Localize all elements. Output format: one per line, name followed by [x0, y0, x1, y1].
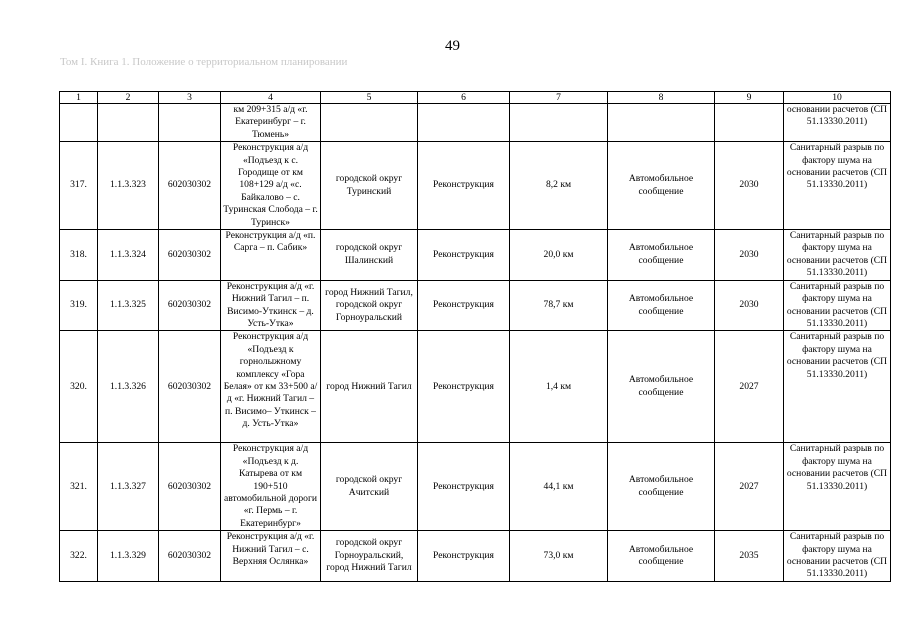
cell-code: 1.1.3.326 — [98, 331, 159, 443]
cell-length: 78,7 км — [510, 280, 608, 331]
cell-type: Реконструкция — [418, 280, 510, 331]
cell-oktmo: 602030302 — [159, 230, 221, 281]
cell-length: 44,1 км — [510, 443, 608, 531]
table-row — [60, 331, 891, 443]
cell-zone: Санитарный разрыв по фактору шума на основании расчетов (СП 51.13330.2011) — [784, 331, 891, 443]
cell-purpose: Автомобильное сообщение — [608, 142, 715, 230]
cell-empty — [98, 104, 159, 142]
cell-num: 321. — [60, 443, 98, 531]
cell-num: 318. — [60, 230, 98, 281]
cell-purpose: Автомобильное сообщение — [608, 331, 715, 443]
cell-code: 1.1.3.325 — [98, 280, 159, 331]
column-header: 6 — [418, 92, 510, 104]
cell-empty — [418, 104, 510, 142]
cell-num: 320. — [60, 331, 98, 443]
column-header: 5 — [321, 92, 418, 104]
cell-zone: Санитарный разрыв по фактору шума на основании расчетов (СП 51.13330.2011) — [784, 142, 891, 230]
cell-num: 317. — [60, 142, 98, 230]
cell-code: 1.1.3.329 — [98, 531, 159, 582]
cell-year: 2030 — [715, 280, 784, 331]
cell-num: 319. — [60, 280, 98, 331]
cell-type: Реконструкция — [418, 331, 510, 443]
cell-location: городской округ Шалинский — [321, 230, 418, 281]
cell-code: 1.1.3.327 — [98, 443, 159, 531]
cell-length: 20,0 км — [510, 230, 608, 281]
cell-oktmo: 602030302 — [159, 443, 221, 531]
cell-type: Реконструкция — [418, 531, 510, 582]
column-header: 8 — [608, 92, 715, 104]
cell-oktmo: 602030302 — [159, 331, 221, 443]
cell-location: городской округ Ачитский — [321, 443, 418, 531]
cell-oktmo: 602030302 — [159, 280, 221, 331]
cell-empty — [159, 104, 221, 142]
table-row-continuation — [60, 104, 891, 142]
cell-oktmo: 602030302 — [159, 142, 221, 230]
table-row — [60, 142, 891, 230]
cell-code: 1.1.3.324 — [98, 230, 159, 281]
cell-empty — [321, 104, 418, 142]
cell-object: Реконструкция а/д «г. Нижний Тагил – с. Верхняя Ослянка» — [221, 531, 321, 582]
cell-object: Реконструкция а/д «г. Нижний Тагил – п. Висимо-Уткинск – д. Усть-Утка» — [221, 280, 321, 331]
cell-object: Реконструкция а/д «Подъезд к д. Катырева от км 190+510 автомобильной дороги «г. Пермь – г. Екатеринбург» — [221, 443, 321, 531]
cell-length: 8,2 км — [510, 142, 608, 230]
cell-code: 1.1.3.323 — [98, 142, 159, 230]
cell-object: Реконструкция а/д «Подъезд к горнолыжному комплексу «Гора Белая» от км 33+500 а/д «г. Нижний Тагил – п. Висимо– Уткинск – д. Усть-Утка» — [221, 331, 321, 443]
cell-type: Реконструкция — [418, 443, 510, 531]
column-header: 9 — [715, 92, 784, 104]
cell-num: 322. — [60, 531, 98, 582]
cell-zone: Санитарный разрыв по фактору шума на основании расчетов (СП 51.13330.2011) — [784, 443, 891, 531]
cell-zone: основании расчетов (СП 51.13330.2011) — [784, 104, 891, 142]
table-row — [60, 531, 891, 582]
cell-type: Реконструкция — [418, 230, 510, 281]
column-header: 3 — [159, 92, 221, 104]
column-header: 7 — [510, 92, 608, 104]
cell-location: город Нижний Тагил — [321, 331, 418, 443]
cell-empty — [510, 104, 608, 142]
table-row — [60, 230, 891, 281]
column-header: 10 — [784, 92, 891, 104]
cell-empty — [715, 104, 784, 142]
header-row — [60, 92, 891, 104]
cell-object: Реконструкция а/д «п. Сарга – п. Сабик» — [221, 230, 321, 281]
cell-purpose: Автомобильное сообщение — [608, 280, 715, 331]
column-header: 1 — [60, 92, 98, 104]
cell-zone: Санитарный разрыв по фактору шума на основании расчетов (СП 51.13330.2011) — [784, 230, 891, 281]
cell-length: 73,0 км — [510, 531, 608, 582]
cell-object: км 209+315 а/д «г. Екатеринбург – г. Тюмень» — [221, 104, 321, 142]
objects-table — [59, 91, 891, 582]
cell-year: 2030 — [715, 142, 784, 230]
running-header: Том I. Книга 1. Положение о территориальном планировании — [60, 56, 348, 68]
cell-purpose: Автомобильное сообщение — [608, 531, 715, 582]
cell-year: 2027 — [715, 331, 784, 443]
cell-year: 2035 — [715, 531, 784, 582]
cell-location: город Нижний Тагил, городской округ Горноуральский — [321, 280, 418, 331]
table-row — [60, 280, 891, 331]
column-header: 2 — [98, 92, 159, 104]
cell-empty — [60, 104, 98, 142]
column-header: 4 — [221, 92, 321, 104]
cell-zone: Санитарный разрыв по фактору шума на основании расчетов (СП 51.13330.2011) — [784, 531, 891, 582]
cell-length: 1,4 км — [510, 331, 608, 443]
cell-year: 2027 — [715, 443, 784, 531]
cell-oktmo: 602030302 — [159, 531, 221, 582]
table-row — [60, 443, 891, 531]
page-number: 49 — [445, 38, 460, 54]
cell-empty — [608, 104, 715, 142]
cell-purpose: Автомобильное сообщение — [608, 443, 715, 531]
cell-location: городской округ Горноуральский, город Нижний Тагил — [321, 531, 418, 582]
cell-object: Реконструкция а/д «Подъезд к с. Городище от км 108+129 а/д «с. Байкалово – с. Туринская Слобода – г. Туринск» — [221, 142, 321, 230]
cell-type: Реконструкция — [418, 142, 510, 230]
cell-purpose: Автомобильное сообщение — [608, 230, 715, 281]
cell-zone: Санитарный разрыв по фактору шума на основании расчетов (СП 51.13330.2011) — [784, 280, 891, 331]
cell-year: 2030 — [715, 230, 784, 281]
cell-location: городской округ Туринский — [321, 142, 418, 230]
